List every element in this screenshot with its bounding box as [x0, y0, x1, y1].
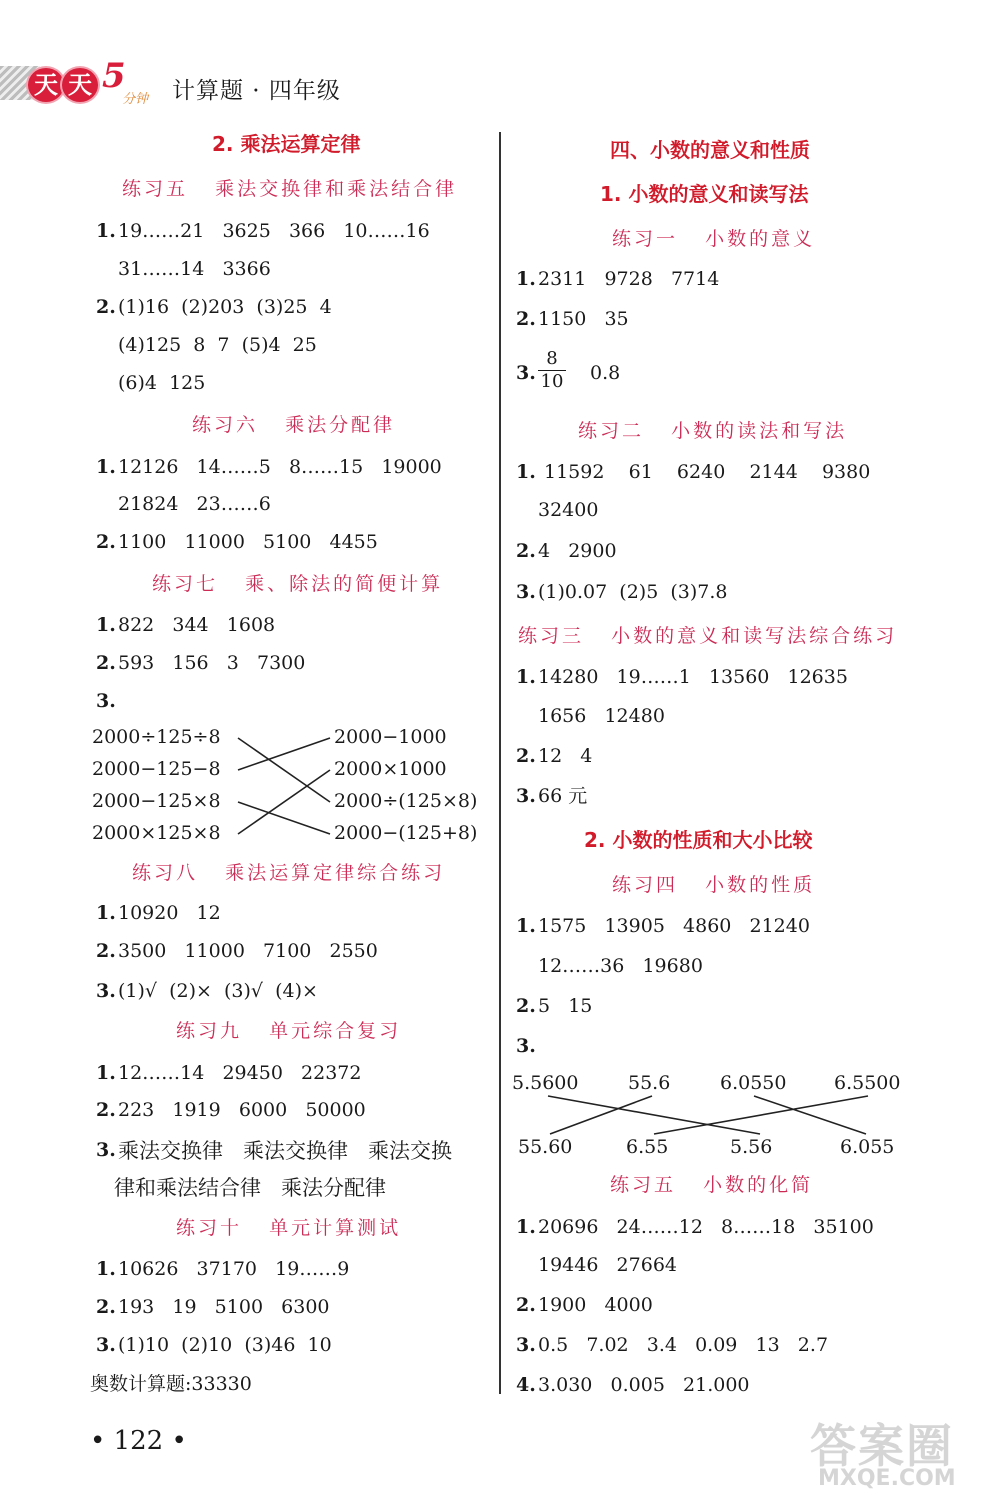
fraction-numerator: 8: [538, 348, 566, 371]
exercise-heading: 练习九 单元综合复习: [176, 1020, 402, 1042]
section-heading: 2. 乘法运算定律: [212, 132, 361, 156]
exercise-heading: 练习五 小数的化简: [610, 1174, 814, 1196]
watermark-logo: [810, 1410, 995, 1496]
match-connector: [238, 770, 330, 834]
answer-number: 1.: [96, 1258, 116, 1280]
answer-number: 1.: [96, 456, 116, 478]
answer-number: 3.: [96, 1139, 116, 1161]
column-divider: [499, 132, 501, 1394]
answer-number: 3.: [516, 1035, 536, 1057]
answer-line: 0.5 7.02 3.4 0.09 13 2.7: [538, 1334, 829, 1356]
answer-line: 10920 12: [118, 902, 221, 924]
watermark-title: 答案圈: [810, 1419, 954, 1473]
watermark-url: MXQE.COM: [818, 1466, 956, 1491]
answer-line: 11592 61 6240 2144 9380: [544, 461, 871, 483]
answer-number: 3.: [516, 1334, 536, 1356]
match-right-item: 2000×1000: [334, 758, 447, 780]
answer-line: 4 2900: [538, 540, 617, 562]
page-number: • 122 •: [90, 1426, 187, 1456]
match-connector: [238, 738, 330, 802]
answer-number: 2.: [516, 540, 536, 562]
answer-line: 乘法交换律 乘法交换律 乘法交换: [118, 1139, 453, 1163]
answer-line: (6)4 125: [118, 372, 206, 394]
answer-number: 1.: [96, 614, 116, 636]
logo-five: 5: [102, 56, 126, 96]
answer-line: 12 4: [538, 745, 593, 767]
answer-line: (1)16 (2)203 (3)25 4: [118, 296, 332, 318]
answer-line: (1)0.07 (2)5 (3)7.8: [538, 581, 728, 603]
answer-line: 20696 24……12 8……18 35100: [538, 1216, 874, 1238]
answer-line: 3.030 0.005 21.000: [538, 1374, 750, 1396]
answer-line: 822 344 1608: [118, 614, 276, 636]
answer-line: 1575 13905 4860 21240: [538, 915, 810, 937]
answer-number: 1.: [516, 461, 536, 483]
answer-line: 14280 19……1 13560 12635: [538, 666, 848, 688]
exercise-heading: 练习二 小数的读法和写法: [578, 420, 848, 442]
match-bottom-item: 5.56: [730, 1136, 773, 1158]
answer-number: 2.: [96, 940, 116, 962]
match-connector: [550, 1096, 652, 1134]
book-header: [0, 58, 420, 110]
answer-line: 66 元: [538, 785, 588, 807]
answer-number: 3.: [96, 1334, 116, 1356]
answer-line: 1100 11000 5100 4455: [118, 531, 378, 553]
answer-number: 4.: [516, 1374, 536, 1396]
match-bottom-item: 6.055: [840, 1136, 895, 1158]
match-left-item: 2000−125−8: [92, 758, 221, 780]
answer-line: 12……14 29450 22372: [118, 1062, 362, 1084]
answer-number: 1.: [516, 666, 536, 688]
match-left-item: 2000÷125÷8: [92, 726, 221, 748]
answer-number: 2.: [516, 1294, 536, 1316]
exercise-heading: 练习八 乘法运算定律综合练习: [132, 862, 446, 884]
answer-number: 3.: [516, 362, 536, 384]
match-top-item: 55.6: [628, 1072, 671, 1094]
match-right-item: 2000−1000: [334, 726, 447, 748]
answer-line: 2311 9728 7714: [538, 268, 720, 290]
answer-number: 1.: [96, 1062, 116, 1084]
logo-minutes: 分钟: [122, 92, 149, 107]
match-right-item: 2000÷(125×8): [334, 790, 478, 812]
answer-line: 1900 4000: [538, 1294, 653, 1316]
answer-line: 12……36 19680: [538, 955, 703, 977]
answer-line: 1656 12480: [538, 705, 665, 727]
logo-bubble-2: 天: [60, 66, 100, 104]
answer-line: (1)10 (2)10 (3)46 10: [118, 1334, 332, 1356]
answer-line: 31……14 3366: [118, 258, 271, 280]
match-top-item: 6.5500: [834, 1072, 901, 1094]
answer-line: 19446 27664: [538, 1254, 678, 1276]
answer-line: 19……21 3625 366 10……16: [118, 220, 430, 242]
answer-number: 3.: [516, 581, 536, 603]
answer-line: 3500 11000 7100 2550: [118, 940, 378, 962]
answer-number: 2.: [96, 1296, 116, 1318]
match-left-item: 2000−125×8: [92, 790, 221, 812]
match-top-item: 5.5600: [512, 1072, 579, 1094]
match-connector: [238, 802, 330, 834]
match-connector: [238, 738, 330, 770]
answer-number: 1.: [516, 915, 536, 937]
exercise-heading: 练习六 乘法分配律: [192, 414, 396, 436]
exercise-heading: 练习三 小数的意义和读写法综合练习: [518, 625, 898, 647]
answer-line: (1)√ (2)× (3)√ (4)×: [118, 980, 318, 1002]
fraction-denominator: 10: [540, 371, 564, 392]
answer-number: 2.: [96, 531, 116, 553]
answer-line: 21824 23……6: [118, 493, 271, 515]
match-bottom-item: 55.60: [518, 1136, 573, 1158]
fraction: [538, 348, 566, 393]
match-connector: [548, 1096, 760, 1134]
answer-line: 223 1919 6000 50000: [118, 1099, 366, 1121]
answer-line: 律和乘法结合律 乘法分配律: [114, 1176, 387, 1200]
match-top-item: 6.0550: [720, 1072, 787, 1094]
answer-number: 3.: [516, 785, 536, 807]
match-connector: [754, 1096, 866, 1134]
book-title: 计算题 · 四年级: [172, 78, 341, 104]
answer-number: 3.: [96, 980, 116, 1002]
answer-number: 2.: [516, 745, 536, 767]
match-left-item: 2000×125×8: [92, 822, 221, 844]
chapter-heading: 四、小数的意义和性质: [610, 138, 810, 162]
exercise-heading: 练习七 乘、除法的简便计算: [152, 573, 444, 595]
logo-bubble-1: 天: [26, 66, 66, 104]
answer-line: 593 156 3 7300: [118, 652, 306, 674]
answer-number: 2.: [516, 308, 536, 330]
exercise-heading: 练习四 小数的性质: [612, 874, 816, 896]
answer-line: 5 15: [538, 995, 593, 1017]
answer-number: 2.: [96, 652, 116, 674]
exercise-heading: 练习一 小数的意义: [612, 228, 816, 250]
match-connector: [654, 1096, 868, 1134]
answer-number: 2.: [96, 296, 116, 318]
answer-number: 1.: [96, 220, 116, 242]
answer-line: 32400: [538, 499, 599, 521]
answer-number: 1.: [516, 268, 536, 290]
answer-line: (4)125 8 7 (5)4 25: [118, 334, 317, 356]
section-heading: 1. 小数的意义和读写法: [600, 182, 809, 206]
answer-line: 1150 35: [538, 308, 629, 330]
match-bottom-item: 6.55: [626, 1136, 669, 1158]
answer-number: 1.: [96, 902, 116, 924]
answer-number: 2.: [516, 995, 536, 1017]
answer-line: 10626 37170 19……9: [118, 1258, 350, 1280]
answer-line: 0.8: [590, 362, 621, 384]
answer-number: 2.: [96, 1099, 116, 1121]
exercise-heading: 练习十 单元计算测试: [176, 1217, 402, 1239]
answer-number: 3.: [96, 690, 116, 712]
match-right-item: 2000−(125+8): [334, 822, 478, 844]
section-heading: 2. 小数的性质和大小比较: [584, 828, 813, 852]
answer-line: 193 19 5100 6300: [118, 1296, 330, 1318]
answer-line: 12126 14……5 8……15 19000: [118, 456, 442, 478]
exercise-heading: 练习五 乘法交换律和乘法结合律: [122, 178, 458, 200]
olympiad-answer: 奥数计算题:33330: [90, 1373, 252, 1395]
answer-number: 1.: [516, 1216, 536, 1238]
